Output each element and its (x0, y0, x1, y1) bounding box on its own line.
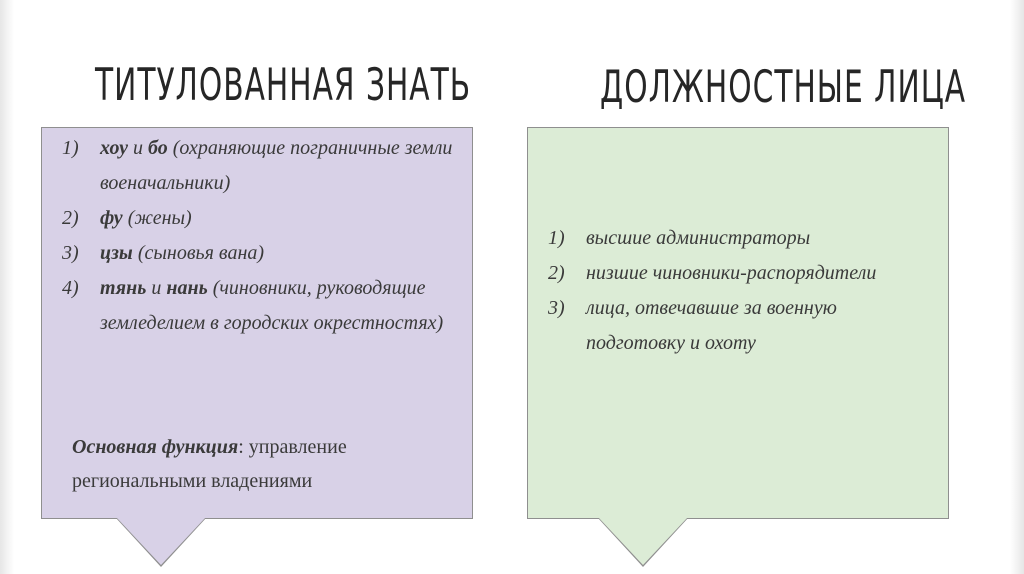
titled-nobility-list (62, 131, 462, 341)
heading-officials: ДОЛЖНОСТНЫЕ ЛИЦА (600, 60, 967, 113)
officials-list (548, 221, 938, 361)
term: бо (147, 137, 168, 159)
main-function-description: : управление региональными владениями (72, 436, 347, 492)
term: тянь (100, 277, 147, 299)
term: фу (100, 207, 123, 229)
list-item (548, 256, 938, 291)
item-description: (охраняющие пограничные земли военачальники) (100, 137, 453, 194)
item-number: 1) (548, 227, 565, 249)
item-number: 2) (548, 262, 565, 284)
item-number: 1) (62, 137, 79, 159)
item-description: (сыновья вана) (132, 242, 265, 264)
card-pointer-right (598, 517, 688, 565)
item-number: 2) (62, 207, 79, 229)
item-number: 3) (548, 297, 565, 319)
card-pointer-left (116, 517, 206, 565)
item-description: лица, отвечавшие за военную подготовку и охоту (586, 297, 837, 354)
conjunction: и (146, 277, 167, 299)
main-function-label: Основная функция (72, 436, 239, 458)
term: цзы (100, 242, 133, 264)
list-item (548, 291, 938, 361)
term: нань (166, 277, 208, 299)
list-item (62, 236, 462, 271)
list-item (62, 271, 462, 341)
item-number: 4) (62, 277, 79, 299)
item-description: низшие чиновники-распорядители (586, 262, 877, 284)
main-function-text (72, 430, 462, 498)
term: хоу (100, 137, 128, 159)
item-description: (чиновники, руководящие земледелием в городских окрестностях) (100, 277, 444, 334)
list-item (62, 131, 462, 201)
list-item (548, 221, 938, 256)
item-description: высшие администраторы (586, 227, 811, 249)
list-item (62, 201, 462, 236)
conjunction: и (127, 137, 148, 159)
item-number: 3) (62, 242, 79, 264)
item-description: (жены) (122, 207, 192, 229)
page-shadow-left (0, 0, 14, 574)
heading-titled-nobility: ТИТУЛОВАННАЯ ЗНАТЬ (95, 58, 472, 111)
page-shadow-right (1010, 0, 1024, 574)
